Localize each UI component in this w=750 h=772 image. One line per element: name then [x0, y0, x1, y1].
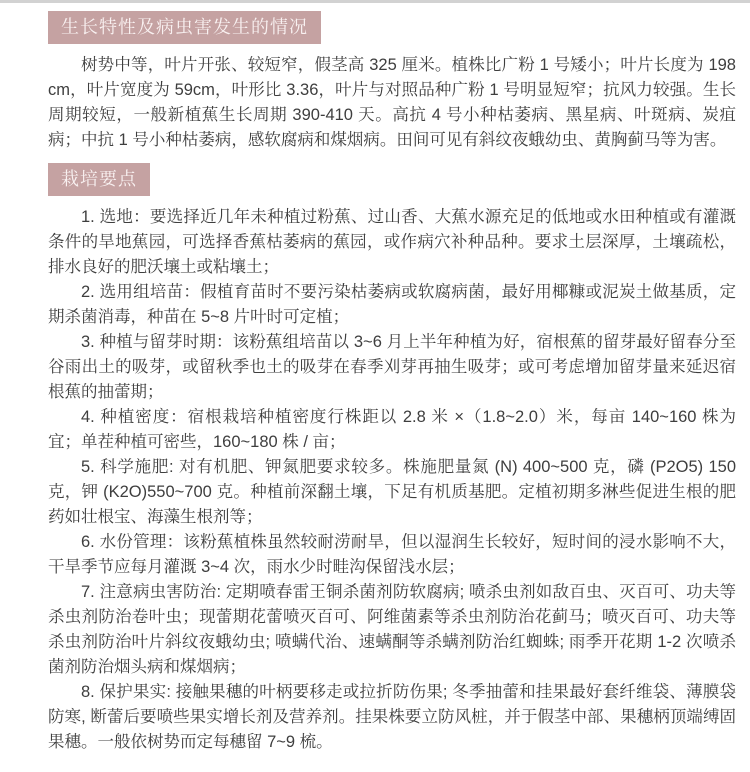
cultivation-item-2: 2. 选用组培苗：假植育苗时不要污染枯萎病或软腐病菌，最好用椰糠或泥炭土做基质，定期杀菌消毒，种苗在 5~8 片叶时可定植；	[48, 283, 736, 326]
cultivation-item-8: 8. 保护果实: 接触果穗的叶柄要移走或拉折防伤果; 冬季抽蕾和挂果最好套纤维袋、薄膜袋防寒, 断蕾后要喷些果实增长剂及营养剂。挂果株要立防风桩，并于假茎中部、果穗柄顶端缚固果穗。一般依树势而定每穗留 7~9 梳。	[48, 683, 736, 751]
cultivation-item-1: 1. 选地：要选择近几年未种植过粉蕉、过山香、大蕉水源充足的低地或水田种植或有灌溉条件的旱地蕉园，可选择香蕉枯萎病的蕉园，或作病穴补种品种。要求土层深厚，土壤疏松，排水良好的肥沃壤土或粘壤土；	[48, 208, 736, 276]
growth-paragraph: 树势中等，叶片开张、较短窄，假茎高 325 厘米。植株比广粉 1 号矮小；叶片长度为 198cm，叶片宽度为 59cm，叶形比 3.36，叶片与对照品种广粉 1 号明显短窄；抗风力较强。生长周期较短，一般新植蕉生长周期 390-410 天。高抗 4 号小种枯萎病、黑星病、叶斑病、炭疽病；中抗 1 号小种枯萎病，感软腐病和煤烟病。田间可见有斜纹夜蛾幼虫、黄胸蓟马等为害。	[48, 56, 736, 149]
cultivation-item-6: 6. 水份管理：该粉蕉植株虽然较耐涝耐旱，但以湿润生长较好，短时间的浸水影响不大，干旱季节应每月灌溉 3~4 次，雨水少时畦沟保留浅水层；	[48, 533, 736, 576]
cultivation-item-7: 7. 注意病虫害防治: 定期喷春雷王铜杀菌剂防软腐病; 喷杀虫剂如敌百虫、灭百可、功夫等杀虫剂防治卷叶虫；现蕾期花蕾喷灭百可、阿维菌素等杀虫剂防治花蓟马；喷灭百可、功夫等杀虫剂防治叶片斜纹夜蛾幼虫; 喷螨代治、速螨酮等杀螨剂防治红蜘蛛; 雨季开花期 1-2 次喷杀菌剂防治烟头病和煤烟病；	[48, 583, 736, 676]
section-growth-characteristics	[48, 11, 736, 153]
cultivation-item-5: 5. 科学施肥: 对有机肥、钾氮肥要求较多。株施肥量氮 (N) 400~500 克，磷 (P2O5) 150 克，钾 (K2O)550~700 克。种植前深翻土壤，下足有机质基肥。定植初期多淋些促进生根的肥药如壮根宝、海藻生根剂等；	[48, 458, 736, 526]
cultivation-item-4: 4. 种植密度：宿根栽培种植密度行株距以 2.8 米 ×（1.8~2.0）米，每亩 140~160 株为宜；单茬种植可密些，160~180 株 / 亩；	[48, 408, 736, 451]
document-page	[0, 3, 750, 772]
section-title-growth: 生长特性及病虫害发生的情况	[48, 11, 321, 44]
cultivation-item-3: 3. 种植与留芽时期：该粉蕉组培苗以 3~6 月上半年种植为好，宿根蕉的留芽最好留春分至谷雨出土的吸芽，或留秋季也土的吸芽在春季刈芽再抽生吸芽；或可考虑增加留芽量来延迟宿根蕉的抽蕾期；	[48, 333, 736, 401]
section-cultivation-points	[48, 163, 736, 755]
section-title-cultivation: 栽培要点	[48, 163, 150, 196]
